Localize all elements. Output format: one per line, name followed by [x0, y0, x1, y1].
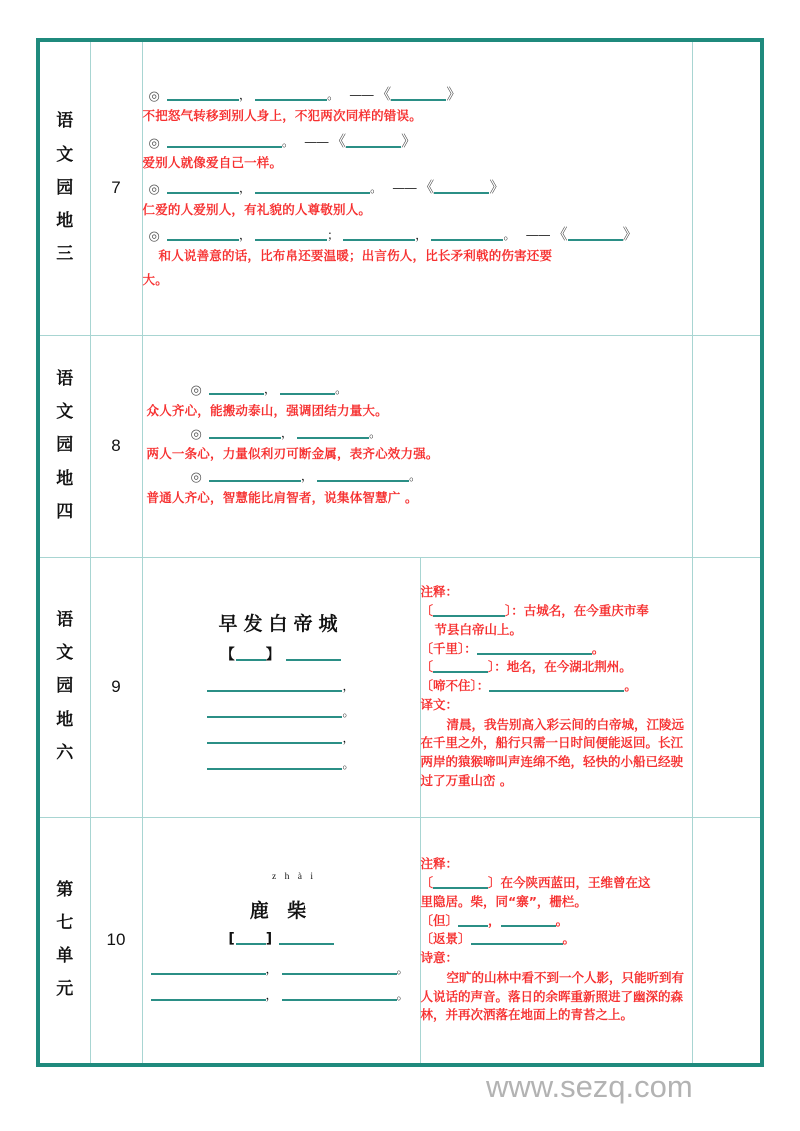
poem-blank[interactable] — [207, 730, 342, 744]
question-line: ◎ ， 。 — [190, 469, 422, 486]
worksheet-table — [36, 38, 764, 1067]
fill-blank[interactable] — [209, 425, 281, 439]
fill-blank[interactable] — [280, 381, 335, 395]
note-text-continued: 节县白帝山上。 — [434, 621, 523, 637]
note-term-blank[interactable] — [433, 603, 505, 617]
unit-char: 单 — [56, 946, 74, 967]
unit-char: 七 — [56, 913, 74, 934]
answer-text: 仁爱的人爱别人，有礼貌的人尊敬别人。 — [142, 201, 372, 217]
bracket-open: 【 — [220, 646, 236, 663]
answer-text: 普通人齐心，智慧能比肩智者，说集体智慧广 。 — [146, 489, 418, 505]
table-row — [38, 40, 762, 335]
spare-cell-1 — [692, 40, 762, 335]
meaning-text: 空旷的山林中看不到一个人影，只能听到有人说话的声音。落日的余晖重新照进了幽深的森林，并再次洒落在地面上的青苔之上。 — [420, 969, 685, 1023]
table-row — [38, 335, 762, 557]
circle-bullet-icon: ◎ — [148, 88, 160, 104]
fill-blank[interactable] — [255, 227, 327, 241]
source-blank[interactable] — [434, 180, 489, 194]
unit-char: 六 — [56, 742, 74, 763]
note-item: 〔啼不住〕： 。 — [420, 678, 637, 694]
answer-text: 不把怒气转移到别人身上，不犯两次同样的错误。 — [142, 108, 422, 124]
note-item: 〔但〕 ， 。 — [420, 912, 569, 928]
poem-line: ， 。 — [143, 983, 420, 1009]
fill-blank[interactable] — [167, 87, 239, 101]
note-answer-blank[interactable] — [501, 913, 556, 927]
fill-blank[interactable] — [209, 468, 301, 482]
note-item: 〔千里〕： 。 — [420, 640, 605, 656]
answer-text: 爱别人就像爱自己一样。 — [142, 155, 283, 171]
bracket-close: 】 — [265, 646, 281, 663]
poem-title: 鹿 柴 — [249, 899, 313, 922]
poem-line: ， — [143, 726, 420, 752]
poem-blank[interactable] — [207, 756, 342, 770]
note-answer-blank[interactable] — [458, 913, 488, 927]
unit-char: 语 — [56, 111, 74, 132]
unit-label-cell-2 — [38, 335, 90, 557]
book-open-icon: 《 — [376, 84, 392, 103]
bracket-open: [ — [228, 930, 236, 947]
poem-blank[interactable] — [282, 961, 397, 975]
unit-char: 园 — [56, 676, 74, 697]
note-term-blank[interactable] — [433, 659, 488, 673]
poem-blank[interactable] — [207, 704, 342, 718]
note-item: 〔 〕：地名，在今湖北荆州。 — [420, 659, 632, 675]
book-close-icon: 》 — [622, 224, 638, 243]
unit-char: 园 — [56, 177, 74, 198]
poem-lines — [143, 957, 420, 1009]
book-close-icon: 》 — [401, 131, 417, 150]
unit-label-cell-3 — [38, 557, 90, 817]
fill-blank[interactable] — [167, 180, 239, 194]
note-answer-blank[interactable] — [471, 931, 563, 945]
question-line: ◎ ， 。 — [190, 381, 348, 398]
note-text: ：地名，在今湖北荆州。 — [494, 659, 632, 675]
notes-cell-luzhai — [420, 817, 692, 1065]
poem-line: ， 。 — [143, 957, 420, 983]
poem-author-line — [143, 644, 420, 664]
circle-bullet-icon: ◎ — [148, 135, 160, 151]
author-blank[interactable] — [286, 647, 341, 661]
circle-bullet-icon: ◎ — [148, 182, 160, 198]
answer-text: 和人说善意的话，比布帛还要温暖；出言伤人，比长矛利戟的伤害还要 — [158, 248, 553, 264]
source-dash: —— — [304, 134, 329, 150]
poem-blank[interactable] — [282, 987, 397, 1001]
poem-line: ， — [143, 674, 420, 700]
question-line: ◎ ， ； ， 。 —— 《 》 — [148, 224, 638, 244]
spare-cell-2 — [692, 335, 762, 557]
author-blank[interactable] — [279, 931, 334, 945]
dynasty-blank[interactable] — [236, 647, 266, 661]
unit-char: 地 — [56, 210, 74, 231]
fill-blank[interactable] — [297, 425, 369, 439]
question-line: ◎ ， 。 —— 《 》 — [148, 178, 505, 198]
fill-blank[interactable] — [317, 468, 409, 482]
note-item: 〔 〕：古城名，在今重庆市奉 — [420, 603, 649, 619]
notes-heading: 注释： — [420, 584, 459, 600]
notes-cell-zaofa — [420, 557, 692, 817]
fill-blank[interactable] — [209, 381, 264, 395]
fill-blank[interactable] — [167, 227, 239, 241]
note-tail: 。 — [562, 931, 576, 947]
unit-char: 文 — [56, 144, 74, 165]
meaning-heading: 诗意： — [420, 950, 459, 966]
unit-char: 元 — [56, 979, 74, 1000]
source-dash: —— — [525, 227, 550, 243]
bracket-close: ] — [265, 930, 274, 947]
unit-char: 三 — [56, 243, 74, 264]
note-term: 千里 — [433, 640, 459, 656]
unit-char: 地 — [56, 468, 74, 489]
exercise-cell-2 — [142, 335, 692, 557]
answer-text: 众人齐心，能搬动泰山，强调团结力量大。 — [146, 402, 388, 418]
note-term: 返景 — [433, 931, 459, 947]
unit-char: 园 — [56, 435, 74, 456]
poem-pinyin: z h à i — [272, 871, 316, 882]
spare-cell-3 — [692, 557, 762, 817]
unit-char: 文 — [56, 402, 74, 423]
note-item: 〔返景〕 。 — [420, 931, 576, 947]
note-text: 在今陕西蓝田，王维曾在这 — [500, 875, 651, 891]
dynasty-blank[interactable] — [236, 931, 266, 945]
poem-author-line — [143, 931, 420, 947]
fill-blank[interactable] — [167, 134, 282, 148]
note-answer-blank[interactable] — [489, 678, 624, 692]
unit-char: 语 — [56, 610, 74, 631]
source-dash: —— — [392, 181, 417, 197]
note-term: 啼不住 — [433, 678, 471, 694]
note-tail: 。 — [624, 678, 637, 694]
row-number-4: 10 — [90, 817, 142, 1065]
poem-lines — [143, 674, 420, 778]
circle-bullet-icon: ◎ — [190, 470, 202, 486]
note-mid: ， — [488, 912, 501, 928]
site-watermark: www.sezq.com — [486, 1069, 693, 1104]
note-text: ： — [476, 678, 490, 694]
poem-cell-zaofa — [142, 557, 420, 817]
fill-blank[interactable] — [343, 227, 415, 241]
unit-char: 第 — [56, 879, 74, 900]
source-dash: —— — [349, 87, 374, 103]
source-blank[interactable] — [568, 227, 623, 241]
poem-blank[interactable] — [151, 987, 266, 1001]
poem-title: 早发白帝城 — [218, 612, 344, 635]
circle-bullet-icon: ◎ — [190, 382, 202, 398]
translation-text: 清晨，我告别高入彩云间的白帝城，江陵远在千里之外，船行只需一日时间便能返回。长江两岸的猿猴啼叫声连绵不绝，轻快的小船已经驶过了万重山峦 。 — [420, 716, 685, 788]
question-line: ◎ ， 。 —— 《 》 — [148, 84, 462, 104]
poem-line: 。 — [143, 700, 420, 726]
answer-text-continued: 大。 — [142, 271, 168, 287]
table-row — [38, 817, 762, 1065]
book-close-icon: 》 — [489, 178, 505, 197]
answer-text: 两人一条心，力量似利刃可断金属，表齐心效力强。 — [146, 446, 439, 462]
unit-char: 文 — [56, 643, 74, 664]
circle-bullet-icon: ◎ — [190, 426, 202, 442]
note-text: ：古城名，在今重庆市奉 — [511, 603, 649, 619]
exercise-cell-1 — [142, 40, 692, 335]
poem-blank[interactable] — [151, 961, 266, 975]
note-tail: 。 — [591, 640, 605, 656]
question-line: ◎ ， 。 — [190, 425, 382, 442]
row-number-1: 7 — [90, 40, 142, 335]
row-number-3: 9 — [90, 557, 142, 817]
book-open-icon: 《 — [331, 131, 347, 150]
note-answer-blank[interactable] — [477, 641, 592, 655]
note-term: 但 — [433, 912, 446, 928]
question-line: ◎ 。 —— 《 》 — [148, 131, 417, 151]
spare-cell-4 — [692, 817, 762, 1065]
note-term-blank[interactable] — [433, 875, 488, 889]
unit-char: 语 — [56, 369, 74, 390]
unit-char: 四 — [56, 501, 74, 522]
poem-blank[interactable] — [207, 678, 342, 692]
unit-label-cell-1 — [38, 40, 90, 335]
note-tail: 。 — [555, 912, 569, 928]
source-blank[interactable] — [346, 134, 401, 148]
translation-heading: 译文： — [420, 696, 459, 712]
unit-char: 地 — [56, 709, 74, 730]
note-text-continued: 里隐居。柴，同“寨”，栅栏。 — [420, 893, 587, 909]
book-open-icon: 《 — [419, 178, 435, 197]
book-close-icon: 》 — [446, 84, 462, 103]
poem-line: 。 — [143, 752, 420, 778]
circle-bullet-icon: ◎ — [148, 228, 160, 244]
fill-blank[interactable] — [255, 180, 370, 194]
table-row — [38, 557, 762, 817]
fill-blank[interactable] — [255, 87, 327, 101]
note-item: 〔 〕在今陕西蓝田，王维曾在这 — [420, 875, 651, 891]
fill-blank[interactable] — [431, 227, 503, 241]
notes-heading: 注释： — [420, 856, 459, 872]
book-open-icon: 《 — [552, 224, 568, 243]
unit-label-cell-4 — [38, 817, 90, 1065]
source-blank[interactable] — [391, 87, 446, 101]
row-number-2: 8 — [90, 335, 142, 557]
note-text: ： — [464, 640, 477, 656]
poem-cell-luzhai — [142, 817, 420, 1065]
